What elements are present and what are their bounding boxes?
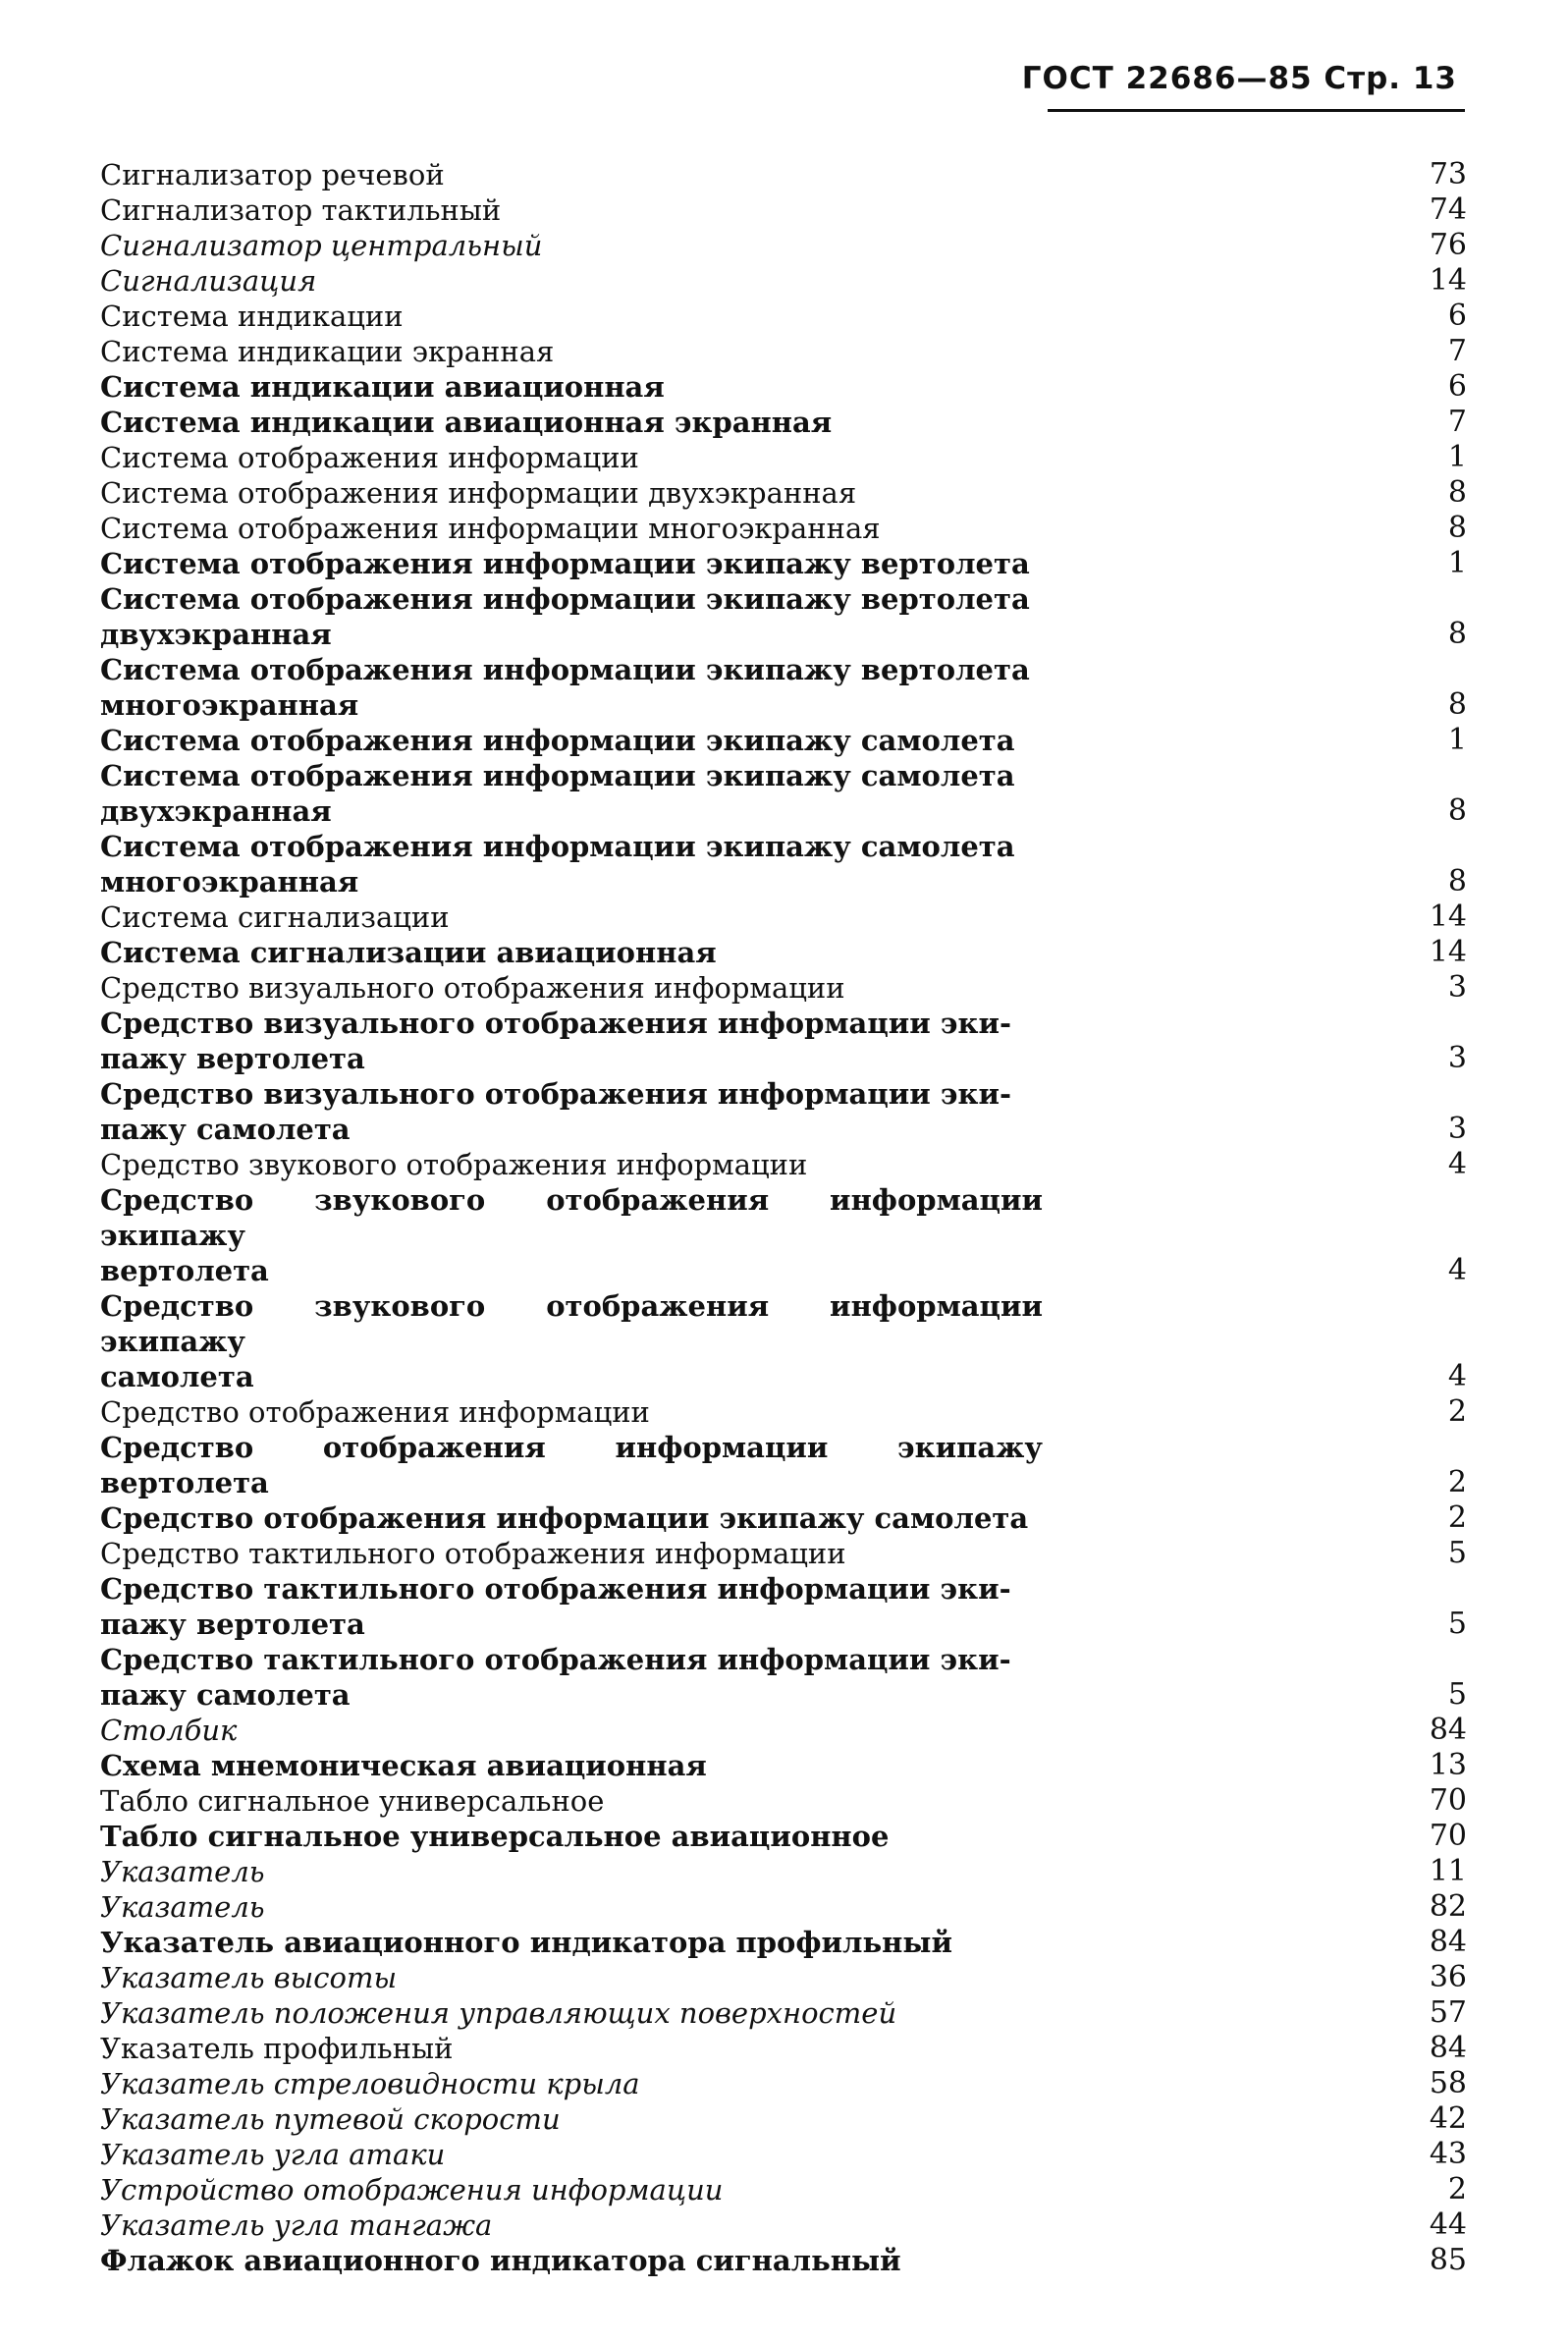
index-entry bbox=[100, 935, 1467, 970]
index-entry bbox=[100, 652, 1467, 723]
index-entry bbox=[100, 2031, 1467, 2066]
entry-term: Система индикации bbox=[100, 300, 404, 333]
entry-page-number: 42 bbox=[1429, 2101, 1467, 2136]
index-entry bbox=[100, 1995, 1467, 2031]
entry-page-number: 57 bbox=[1429, 1995, 1467, 2030]
entry-page-number: 4 bbox=[1447, 1359, 1467, 1393]
index-entry bbox=[100, 475, 1467, 511]
index-entry bbox=[100, 2243, 1467, 2278]
entry-page-number: 8 bbox=[1447, 475, 1467, 510]
entry-term: Указатель путевой скорости bbox=[100, 2102, 561, 2136]
entry-term: Указатель положения управляющих поверхностей bbox=[100, 1996, 897, 2030]
entry-page-number: 8 bbox=[1447, 617, 1467, 651]
entry-term: Система отображения информации экипажу самолета многоэкранная bbox=[100, 830, 1015, 899]
entry-page-number: 43 bbox=[1429, 2137, 1467, 2171]
entry-page-number: 7 bbox=[1447, 334, 1467, 368]
entry-term: Столбик bbox=[100, 1714, 238, 1747]
entry-page-number: 2 bbox=[1447, 2172, 1467, 2207]
entry-term: Средство звукового отображения информации bbox=[100, 1148, 808, 1181]
entry-term: Указатель bbox=[100, 1855, 265, 1888]
entry-page-number: 8 bbox=[1447, 511, 1467, 545]
index-entry bbox=[100, 263, 1467, 299]
index-entry bbox=[100, 1288, 1467, 1394]
entry-page-number: 14 bbox=[1429, 899, 1467, 934]
entry-term: Схема мнемоническая авиационная bbox=[100, 1749, 707, 1782]
entry-term: Флажок авиационного индикатора сигнальный bbox=[100, 2244, 901, 2277]
index-entry bbox=[100, 1147, 1467, 1182]
index-entry bbox=[100, 1854, 1467, 1889]
index-entry bbox=[100, 1960, 1467, 1995]
entry-page-number: 1 bbox=[1447, 546, 1467, 580]
index-entry bbox=[100, 581, 1467, 652]
entry-term: Устройство отображения информации bbox=[100, 2173, 724, 2207]
index-entry bbox=[100, 758, 1467, 829]
entry-term: Средство визуального отображения информации эки- пажу вертолета bbox=[100, 1007, 1012, 1075]
index-entry bbox=[100, 1713, 1467, 1748]
entry-term: Система отображения информации двухэкранная bbox=[100, 476, 857, 510]
entry-page-number: 8 bbox=[1447, 793, 1467, 828]
entry-term: Система индикации авиационная экранная bbox=[100, 406, 833, 439]
entry-term: Сигнализатор центральный bbox=[100, 229, 543, 262]
index-entry bbox=[100, 1430, 1467, 1500]
entry-page-number: 14 bbox=[1429, 263, 1467, 298]
entry-page-number: 84 bbox=[1429, 1713, 1467, 1747]
entry-term: Средство визуального отображения информации bbox=[100, 971, 845, 1005]
entry-term: Средство звукового отображения информации экипажу самолета bbox=[100, 1289, 1043, 1393]
entry-page-number: 2 bbox=[1447, 1394, 1467, 1429]
entry-page-number: 3 bbox=[1447, 970, 1467, 1005]
entry-term: Средство отображения информации bbox=[100, 1395, 650, 1429]
entry-page-number: 70 bbox=[1429, 1783, 1467, 1818]
entry-page-number: 4 bbox=[1447, 1253, 1467, 1287]
entry-term: Указатель bbox=[100, 1890, 265, 1924]
index-entry bbox=[100, 1536, 1467, 1571]
entry-term: Средство тактильного отображения информации эки- пажу самолета bbox=[100, 1643, 1011, 1712]
index-entry bbox=[100, 192, 1467, 228]
entry-page-number: 5 bbox=[1447, 1677, 1467, 1712]
index-entry bbox=[100, 299, 1467, 334]
entry-page-number: 14 bbox=[1429, 935, 1467, 969]
header-title: ГОСТ 22686—85 Стр. 13 bbox=[1021, 61, 1457, 96]
entry-page-number: 11 bbox=[1429, 1854, 1467, 1888]
entry-page-number: 36 bbox=[1429, 1960, 1467, 1994]
entry-page-number: 2 bbox=[1447, 1500, 1467, 1535]
entry-page-number: 4 bbox=[1447, 1147, 1467, 1181]
entry-term: Указатель угла тангажа bbox=[100, 2208, 493, 2242]
entry-term: Средство звукового отображения информации экипажу вертолета bbox=[100, 1183, 1043, 1287]
entry-page-number: 3 bbox=[1447, 1112, 1467, 1146]
index-entry bbox=[100, 1925, 1467, 1960]
entry-page-number: 44 bbox=[1429, 2207, 1467, 2242]
entry-term: Указатель стреловидности крыла bbox=[100, 2067, 640, 2100]
index-entry bbox=[100, 1006, 1467, 1076]
entry-page-number: 84 bbox=[1429, 1925, 1467, 1959]
index-entry bbox=[100, 2137, 1467, 2172]
index-entry bbox=[100, 1182, 1467, 1288]
index-entry bbox=[100, 1783, 1467, 1819]
index-entry bbox=[100, 899, 1467, 935]
index-entry bbox=[100, 511, 1467, 546]
index-entry bbox=[100, 228, 1467, 263]
entry-term: Табло сигнальное универсальное bbox=[100, 1784, 605, 1818]
index-entry bbox=[100, 369, 1467, 405]
index-entry bbox=[100, 1500, 1467, 1536]
entry-page-number: 5 bbox=[1447, 1536, 1467, 1570]
index-entry bbox=[100, 1076, 1467, 1147]
entry-term: Система отображения информации экипажу самолета двухэкранная bbox=[100, 759, 1015, 828]
entry-page-number: 76 bbox=[1429, 228, 1467, 262]
entry-page-number: 5 bbox=[1447, 1607, 1467, 1641]
entry-page-number: 8 bbox=[1447, 864, 1467, 899]
entry-page-number: 70 bbox=[1429, 1819, 1467, 1853]
index-entry bbox=[100, 2207, 1467, 2243]
entry-term: Система отображения информации многоэкранная bbox=[100, 512, 881, 545]
page-header bbox=[1021, 57, 1465, 112]
entry-term: Сигнализация bbox=[100, 264, 317, 298]
entry-term: Система отображения информации bbox=[100, 441, 639, 474]
entry-term: Система отображения информации экипажу вертолета многоэкранная bbox=[100, 653, 1030, 722]
entry-term: Указатель профильный bbox=[100, 2032, 454, 2065]
entry-term: Указатель авиационного индикатора профильный bbox=[100, 1926, 952, 1959]
entry-page-number: 84 bbox=[1429, 2031, 1467, 2065]
index-entry bbox=[100, 723, 1467, 758]
index-entry bbox=[100, 1889, 1467, 1925]
entry-page-number: 1 bbox=[1447, 440, 1467, 474]
entry-term: Система сигнализации bbox=[100, 900, 450, 934]
index-entry bbox=[100, 829, 1467, 899]
entry-page-number: 58 bbox=[1429, 2066, 1467, 2100]
entry-page-number: 3 bbox=[1447, 1041, 1467, 1075]
index-entry bbox=[100, 1748, 1467, 1783]
index-entry bbox=[100, 334, 1467, 369]
entry-term: Указатель угла атаки bbox=[100, 2138, 446, 2171]
entry-term: Средство тактильного отображения информации bbox=[100, 1537, 846, 1570]
entry-term: Система отображения информации экипажу самолета bbox=[100, 724, 1015, 757]
index-entry bbox=[100, 1642, 1467, 1713]
entry-page-number: 82 bbox=[1429, 1889, 1467, 1924]
entry-term: Система сигнализации авиационная bbox=[100, 936, 717, 969]
index-entry bbox=[100, 546, 1467, 581]
index-entry bbox=[100, 440, 1467, 475]
entry-term: Средство тактильного отображения информации эки- пажу вертолета bbox=[100, 1572, 1011, 1641]
entry-page-number: 7 bbox=[1447, 405, 1467, 439]
entry-page-number: 6 bbox=[1447, 299, 1467, 333]
entry-term: Табло сигнальное универсальное авиационное bbox=[100, 1820, 890, 1853]
index-entry bbox=[100, 970, 1467, 1006]
entry-term: Средство отображения информации экипажу самолета bbox=[100, 1501, 1029, 1535]
index-entry bbox=[100, 2101, 1467, 2137]
entry-term: Указатель высоты bbox=[100, 1961, 398, 1994]
entry-term: Система индикации авиационная bbox=[100, 370, 665, 404]
entry-term: Система индикации экранная bbox=[100, 335, 555, 368]
entry-page-number: 74 bbox=[1429, 192, 1467, 227]
entry-term: Средство визуального отображения информации эки- пажу самолета bbox=[100, 1077, 1012, 1146]
entry-page-number: 85 bbox=[1429, 2243, 1467, 2277]
entry-term: Сигнализатор речевой bbox=[100, 158, 445, 191]
index-entry bbox=[100, 1819, 1467, 1854]
entry-page-number: 13 bbox=[1429, 1748, 1467, 1782]
index-entry bbox=[100, 1571, 1467, 1642]
entry-term: Средство отображения информации экипажу вертолета bbox=[100, 1431, 1043, 1499]
entry-page-number: 73 bbox=[1429, 157, 1467, 191]
index-entry bbox=[100, 1394, 1467, 1430]
index-entry bbox=[100, 2172, 1467, 2207]
entry-term: Система отображения информации экипажу вертолета bbox=[100, 547, 1030, 580]
entry-term: Система отображения информации экипажу вертолета двухэкранная bbox=[100, 582, 1030, 651]
entry-page-number: 2 bbox=[1447, 1465, 1467, 1499]
entry-page-number: 6 bbox=[1447, 369, 1467, 404]
entry-term: Сигнализатор тактильный bbox=[100, 193, 502, 227]
term-index bbox=[100, 157, 1467, 2278]
entry-page-number: 1 bbox=[1447, 723, 1467, 757]
index-entry bbox=[100, 157, 1467, 192]
index-entry bbox=[100, 405, 1467, 440]
index-entry bbox=[100, 2066, 1467, 2101]
entry-page-number: 8 bbox=[1447, 687, 1467, 722]
